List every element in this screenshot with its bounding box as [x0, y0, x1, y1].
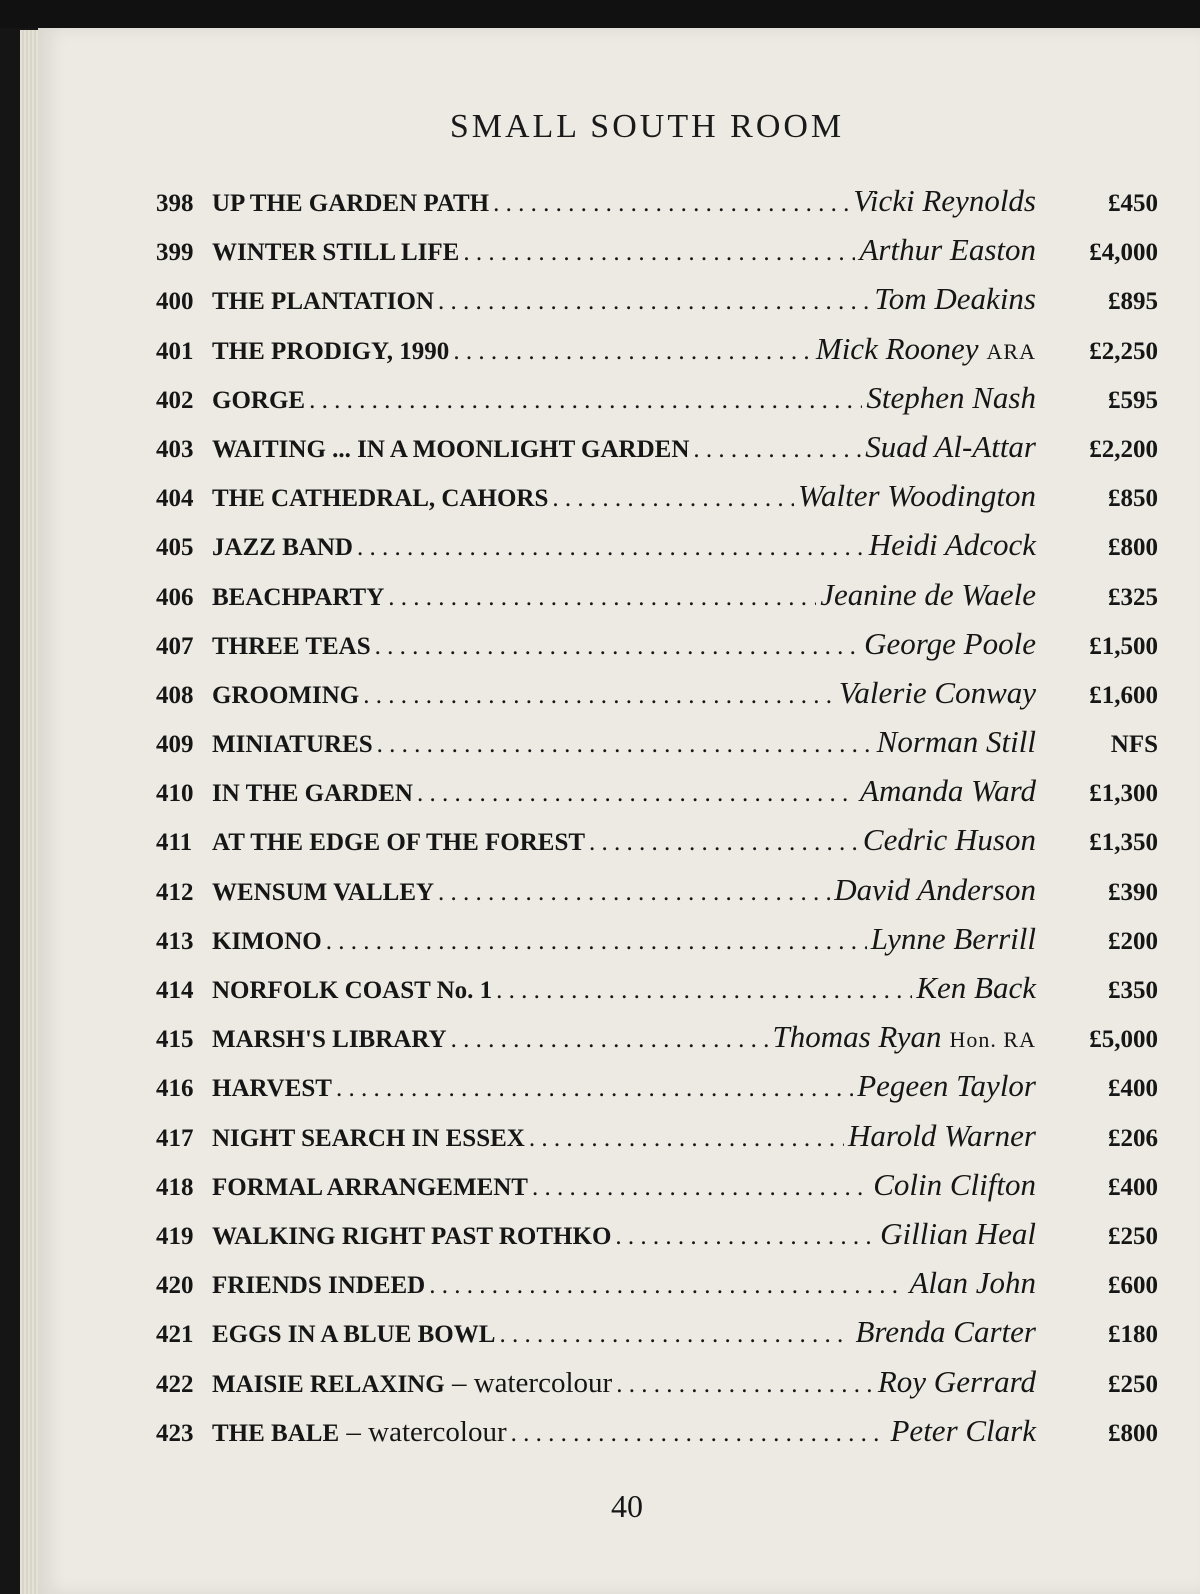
entry-title: THE BALE – watercolour: [212, 1415, 507, 1448]
list-item: [156, 668, 1158, 717]
dot-leader: [552, 474, 794, 523]
entry-title: BEACHPARTY: [212, 583, 385, 611]
dot-leader: [453, 327, 812, 376]
entry-artist: Walter Woodington: [798, 478, 1036, 514]
list-item: [156, 865, 1158, 914]
entry-price: £1,350: [1089, 829, 1158, 857]
entry-number: 398: [156, 190, 194, 217]
entry-artist: Peter Clark: [890, 1412, 1036, 1448]
entry-number: 404: [156, 485, 194, 513]
entry-number: 418: [156, 1173, 194, 1201]
page-number: 40: [611, 1488, 643, 1524]
entry-number: 402: [156, 386, 194, 414]
entry-number: 414: [156, 977, 194, 1004]
entry-number: 410: [156, 780, 194, 808]
dot-leader: [589, 818, 859, 867]
entry-number: 415: [156, 1026, 194, 1054]
list-item: [156, 373, 1158, 422]
catalogue-page: [38, 28, 1200, 1594]
entry-number: 403: [156, 435, 194, 463]
list-item: [156, 1209, 1158, 1258]
entry-price: £200: [1108, 927, 1158, 955]
entry-price: £5,000: [1089, 1026, 1158, 1054]
list-item: [156, 1258, 1158, 1307]
dot-leader: [493, 179, 849, 228]
entry-artist: Vicki Reynolds: [853, 183, 1036, 218]
entry-title: UP THE GARDEN PATH: [212, 190, 490, 217]
dot-leader: [375, 622, 860, 671]
entry-number: 412: [156, 878, 194, 906]
list-item: [156, 176, 1158, 225]
list-item: [156, 422, 1158, 471]
dot-leader: [616, 1360, 874, 1409]
list-item: [156, 619, 1158, 668]
dot-leader: [438, 277, 870, 326]
entry-price: £800: [1108, 534, 1158, 562]
entry-title: MAISIE RELAXING – watercolour: [212, 1366, 613, 1399]
entry-title: GROOMING: [212, 681, 360, 709]
entry-title: IN THE GARDEN: [212, 780, 413, 808]
dot-leader: [529, 1114, 844, 1163]
list-item: [156, 1406, 1158, 1455]
dot-leader: [363, 671, 835, 720]
entry-medium: – watercolour: [339, 1415, 507, 1448]
entry-honour: ARA: [986, 338, 1036, 364]
entry-artist: Tom Deakins: [874, 281, 1036, 317]
entry-price: £1,300: [1089, 780, 1158, 808]
entry-price: £2,200: [1089, 435, 1158, 463]
list-item: [156, 225, 1158, 274]
entry-title: MARSH'S LIBRARY: [212, 1026, 447, 1054]
list-item: [156, 1307, 1158, 1356]
entry-artist: Mick Rooney: [815, 330, 979, 366]
entry-title: THREE TEAS: [212, 632, 371, 660]
dot-leader: [615, 1212, 876, 1261]
dot-leader: [438, 868, 830, 917]
list-item: [156, 1357, 1158, 1406]
entry-price: NFS: [1110, 731, 1158, 759]
entry-price: £325: [1108, 583, 1158, 611]
entry-price: £400: [1108, 1173, 1158, 1201]
dot-leader: [429, 1261, 905, 1310]
entry-price: £390: [1108, 878, 1158, 906]
entry-number: 417: [156, 1124, 194, 1152]
list-item: [156, 815, 1158, 864]
entry-title: WAITING ... IN A MOONLIGHT GARDEN: [212, 435, 690, 463]
dot-leader: [463, 228, 855, 277]
entry-number: 400: [156, 288, 194, 316]
entry-price: £450: [1108, 190, 1158, 217]
entry-artist: Roy Gerrard: [877, 1363, 1036, 1399]
entry-title: WINTER STILL LIFE: [212, 239, 460, 267]
entry-honour: Hon. RA: [949, 1027, 1036, 1053]
entry-title: NIGHT SEARCH IN ESSEX: [212, 1124, 525, 1152]
dot-leader: [309, 376, 862, 425]
dot-leader: [336, 1064, 853, 1113]
list-item: [156, 324, 1158, 373]
entry-price: £595: [1108, 386, 1158, 414]
entry-title: KIMONO: [212, 927, 322, 955]
entry-price: £206: [1108, 1124, 1158, 1152]
dot-leader: [496, 966, 912, 1015]
entry-artist: Heidi Adcock: [868, 527, 1036, 563]
entry-price: £895: [1108, 288, 1158, 316]
entry-artist: Valerie Conway: [838, 674, 1036, 710]
entry-title: MINIATURES: [212, 731, 373, 759]
entry-number: 399: [156, 239, 194, 267]
entry-artist: Thomas Ryan: [772, 1019, 942, 1055]
entries-list: [156, 176, 1158, 1455]
dot-leader: [511, 1409, 887, 1458]
entry-price: £2,250: [1089, 337, 1158, 365]
list-item: [156, 1012, 1158, 1061]
entry-number: 409: [156, 731, 194, 759]
list-item: [156, 520, 1158, 569]
entry-artist: Brenda Carter: [855, 1314, 1036, 1350]
entry-price: £1,500: [1089, 632, 1158, 660]
list-item: [156, 274, 1158, 323]
entry-number: 420: [156, 1272, 194, 1300]
entry-title: WALKING RIGHT PAST ROTHKO: [212, 1222, 612, 1250]
entry-number: 401: [156, 337, 194, 365]
entry-number: 423: [156, 1419, 194, 1447]
entry-artist: George Poole: [864, 625, 1036, 661]
entry-number: 407: [156, 632, 194, 660]
entry-title: THE PLANTATION: [212, 288, 435, 316]
scan-border: [0, 0, 1200, 28]
dot-leader: [377, 720, 873, 769]
entry-price: £180: [1108, 1321, 1158, 1349]
entry-price: £350: [1108, 977, 1158, 1004]
entry-artist: Pegeen Taylor: [857, 1068, 1036, 1104]
list-item: [156, 1061, 1158, 1110]
dot-leader: [417, 769, 856, 818]
page-title: SMALL SOUTH ROOM: [449, 108, 845, 145]
list-item: [156, 766, 1158, 815]
entry-title: NORFOLK COAST No. 1: [212, 977, 493, 1004]
entry-price: £250: [1108, 1370, 1158, 1398]
entry-title: FRIENDS INDEED: [212, 1272, 426, 1300]
entry-title: AT THE EDGE OF THE FOREST: [212, 829, 586, 857]
entry-number: 419: [156, 1222, 194, 1250]
entry-artist: Amanda Ward: [860, 773, 1036, 809]
entry-price: £800: [1108, 1419, 1158, 1447]
dot-leader: [357, 523, 865, 572]
entry-artist: Norman Still: [876, 724, 1036, 760]
entry-artist: Suad Al-Attar: [865, 428, 1036, 464]
entry-artist: Gillian Heal: [880, 1215, 1036, 1251]
entry-artist: Harold Warner: [847, 1117, 1036, 1153]
entry-title: EGGS IN A BLUE BOWL: [212, 1321, 496, 1349]
entry-artist: Alan John: [909, 1265, 1036, 1301]
list-item: [156, 717, 1158, 766]
dot-leader: [326, 917, 867, 966]
entry-artist: Jeanine de Waele: [820, 576, 1036, 612]
entry-artist: Colin Clifton: [873, 1166, 1036, 1202]
list-item: [156, 1111, 1158, 1160]
list-item: [156, 963, 1158, 1012]
entry-title: WENSUM VALLEY: [212, 878, 435, 906]
entry-artist: Lynne Berrill: [870, 920, 1036, 956]
entry-number: 422: [156, 1370, 194, 1398]
entry-price: £850: [1108, 485, 1158, 513]
entry-price: £4,000: [1089, 239, 1158, 267]
dot-leader: [532, 1163, 869, 1212]
entry-number: 411: [156, 829, 193, 857]
entry-artist: David Anderson: [834, 871, 1036, 907]
entry-medium: – watercolour: [444, 1366, 613, 1399]
entry-artist: Arthur Easton: [859, 232, 1036, 268]
entry-title: JAZZ BAND: [212, 534, 353, 562]
entry-price: £250: [1108, 1222, 1158, 1250]
list-item: [156, 570, 1158, 619]
entry-artist: Ken Back: [916, 970, 1036, 1005]
entry-number: 421: [156, 1321, 194, 1349]
list-item: [156, 471, 1158, 520]
entry-title: THE PRODIGY, 1990: [212, 337, 450, 365]
entry-title: GORGE: [212, 386, 306, 414]
entry-artist: Stephen Nash: [866, 379, 1036, 415]
entry-title: FORMAL ARRANGEMENT: [212, 1173, 528, 1201]
dot-leader: [499, 1310, 851, 1359]
dot-leader: [451, 1015, 769, 1064]
entry-number: 405: [156, 534, 194, 562]
dot-leader: [693, 425, 861, 474]
entry-price: £400: [1108, 1075, 1158, 1103]
entry-number: 408: [156, 681, 194, 709]
entry-price: £600: [1108, 1272, 1158, 1300]
entry-artist: Cedric Huson: [862, 822, 1036, 858]
dot-leader: [388, 573, 816, 622]
list-item: [156, 914, 1158, 963]
list-item: [156, 1160, 1158, 1209]
entry-number: 416: [156, 1075, 194, 1103]
entry-title: HARVEST: [212, 1075, 332, 1103]
entry-number: 406: [156, 583, 194, 611]
entry-price: £1,600: [1089, 681, 1158, 709]
entry-number: 413: [156, 927, 194, 955]
entry-title: THE CATHEDRAL, CAHORS: [212, 485, 549, 513]
